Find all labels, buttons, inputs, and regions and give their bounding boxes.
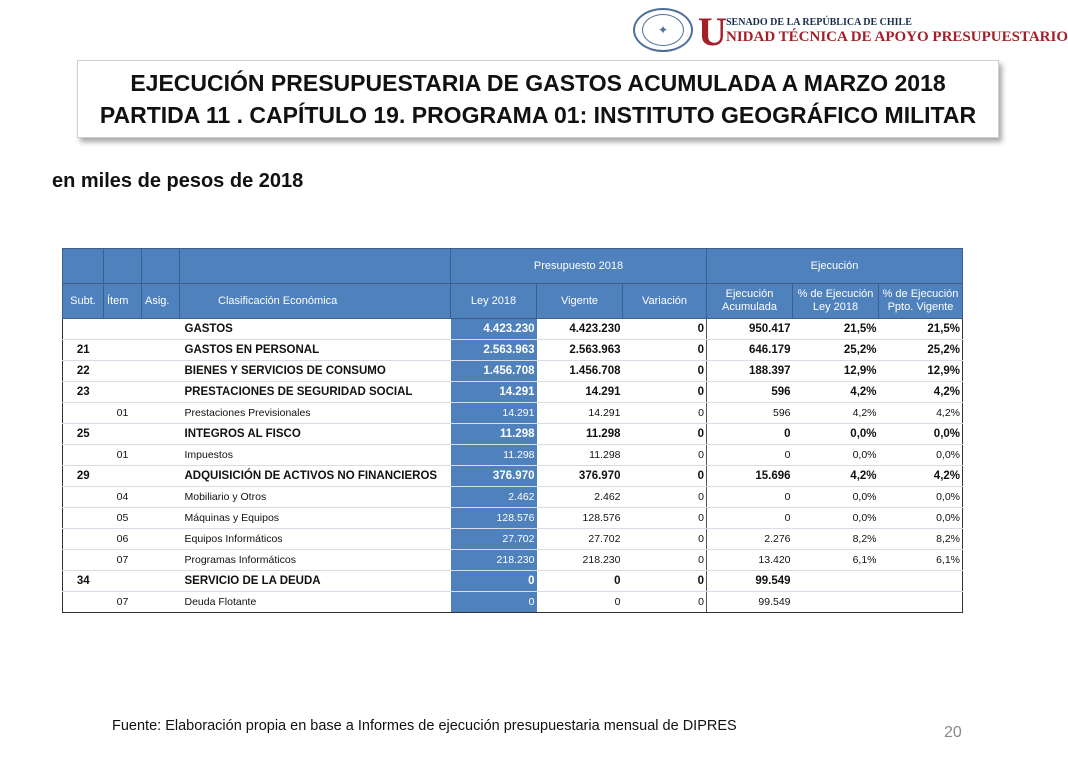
cell-subt: 23 bbox=[63, 382, 104, 403]
header-ley: Ley 2018 bbox=[451, 284, 537, 319]
budget-table-body bbox=[63, 319, 963, 613]
header-subt: Subt. bbox=[63, 284, 104, 319]
cell-item: 01 bbox=[104, 403, 142, 424]
cell-pct-ley: 0,0% bbox=[793, 508, 879, 529]
table-row bbox=[63, 508, 963, 529]
cell-subt: 29 bbox=[63, 466, 104, 487]
cell-ley: 11.298 bbox=[451, 445, 537, 466]
cell-ejecucion: 2.276 bbox=[707, 529, 793, 550]
cell-vigente: 11.298 bbox=[537, 445, 623, 466]
header-pct-ley-l1: % de Ejecución bbox=[797, 288, 874, 300]
cell-vigente: 218.230 bbox=[537, 550, 623, 571]
title-box bbox=[77, 60, 999, 138]
header-ejec-acum-l2: Acumulada bbox=[721, 301, 778, 313]
title-line-2: PARTIDA 11 . CAPÍTULO 19. PROGRAMA 01: INSTITUTO GEOGRÁFICO MILITAR bbox=[99, 102, 977, 128]
header-ejec-acum-l1: Ejecución bbox=[725, 288, 774, 300]
cell-variacion: 0 bbox=[623, 382, 707, 403]
cell-vigente: 128.576 bbox=[537, 508, 623, 529]
cell-vigente: 11.298 bbox=[537, 424, 623, 445]
cell-asig bbox=[142, 487, 180, 508]
cell-item: 06 bbox=[104, 529, 142, 550]
table-row bbox=[63, 529, 963, 550]
cell-clasif: Equipos Informáticos bbox=[180, 529, 451, 550]
cell-vigente: 2.563.963 bbox=[537, 340, 623, 361]
cell-ley: 14.291 bbox=[451, 382, 537, 403]
cell-subt: 25 bbox=[63, 424, 104, 445]
cell-pct-vigente: 25,2% bbox=[879, 340, 963, 361]
cell-asig bbox=[142, 508, 180, 529]
seal-star-icon: ✦ bbox=[642, 14, 684, 46]
cell-ley: 128.576 bbox=[451, 508, 537, 529]
cell-asig bbox=[142, 424, 180, 445]
cell-asig bbox=[142, 529, 180, 550]
table-row bbox=[63, 550, 963, 571]
header-ejec-acum bbox=[707, 284, 793, 319]
cell-ley: 27.702 bbox=[451, 529, 537, 550]
cell-pct-vigente: 4,2% bbox=[879, 466, 963, 487]
cell-ejecucion: 0 bbox=[707, 424, 793, 445]
subtitle: en miles de pesos de 2018 bbox=[52, 170, 304, 192]
cell-variacion: 0 bbox=[623, 592, 707, 613]
table-row bbox=[63, 571, 963, 592]
cell-clasif: Impuestos bbox=[180, 445, 451, 466]
table-row bbox=[63, 319, 963, 340]
cell-pct-ley: 12,9% bbox=[793, 361, 879, 382]
cell-subt bbox=[63, 529, 104, 550]
cell-pct-vigente: 0,0% bbox=[879, 424, 963, 445]
cell-pct-vigente: 6,1% bbox=[879, 550, 963, 571]
table-row bbox=[63, 382, 963, 403]
table-row bbox=[63, 424, 963, 445]
cell-ejecucion: 0 bbox=[707, 487, 793, 508]
cell-asig bbox=[142, 571, 180, 592]
cell-clasif: Mobiliario y Otros bbox=[180, 487, 451, 508]
cell-pct-vigente: 21,5% bbox=[879, 319, 963, 340]
cell-ley: 1.456.708 bbox=[451, 361, 537, 382]
cell-ley: 0 bbox=[451, 571, 537, 592]
header-asig: Asig. bbox=[142, 284, 180, 319]
header-item: Ítem bbox=[104, 284, 142, 319]
cell-item bbox=[104, 340, 142, 361]
table-row bbox=[63, 592, 963, 613]
cell-vigente: 27.702 bbox=[537, 529, 623, 550]
cell-ley: 0 bbox=[451, 592, 537, 613]
cell-ejecucion: 950.417 bbox=[707, 319, 793, 340]
cell-pct-vigente: 8,2% bbox=[879, 529, 963, 550]
cell-variacion: 0 bbox=[623, 508, 707, 529]
cell-subt bbox=[63, 487, 104, 508]
cell-ley: 11.298 bbox=[451, 424, 537, 445]
cell-variacion: 0 bbox=[623, 445, 707, 466]
cell-pct-vigente: 4,2% bbox=[879, 403, 963, 424]
header-clasif: Clasificación Económica bbox=[180, 284, 451, 319]
cell-item: 05 bbox=[104, 508, 142, 529]
cell-pct-ley: 8,2% bbox=[793, 529, 879, 550]
header-pct-vig-l1: % de Ejecución bbox=[882, 288, 959, 300]
header-presupuesto-group: Presupuesto 2018 bbox=[451, 249, 707, 284]
cell-asig bbox=[142, 403, 180, 424]
cell-clasif: Prestaciones Previsionales bbox=[180, 403, 451, 424]
cell-vigente: 14.291 bbox=[537, 403, 623, 424]
cell-clasif: Máquinas y Equipos bbox=[180, 508, 451, 529]
cell-clasif: BIENES Y SERVICIOS DE CONSUMO bbox=[180, 361, 451, 382]
cell-item bbox=[104, 424, 142, 445]
cell-asig bbox=[142, 340, 180, 361]
header-variacion: Variación bbox=[623, 284, 707, 319]
cell-subt bbox=[63, 508, 104, 529]
cell-variacion: 0 bbox=[623, 487, 707, 508]
cell-subt bbox=[63, 319, 104, 340]
cell-pct-vigente: 0,0% bbox=[879, 487, 963, 508]
cell-clasif: PRESTACIONES DE SEGURIDAD SOCIAL bbox=[180, 382, 451, 403]
cell-subt bbox=[63, 445, 104, 466]
cell-variacion: 0 bbox=[623, 424, 707, 445]
cell-item bbox=[104, 466, 142, 487]
cell-subt: 21 bbox=[63, 340, 104, 361]
cell-variacion: 0 bbox=[623, 340, 707, 361]
header-pct-ley bbox=[793, 284, 879, 319]
brand-line1: SENADO DE LA REPÚBLICA DE CHILE bbox=[726, 17, 912, 28]
cell-pct-ley: 21,5% bbox=[793, 319, 879, 340]
brand-line2: NIDAD TÉCNICA DE APOYO PRESUPUESTARIO bbox=[726, 29, 1068, 45]
table-row bbox=[63, 403, 963, 424]
cell-item bbox=[104, 319, 142, 340]
cell-clasif: Programas Informáticos bbox=[180, 550, 451, 571]
table-row bbox=[63, 487, 963, 508]
header-ejecucion-group: Ejecución bbox=[707, 249, 963, 284]
budget-table bbox=[62, 248, 963, 613]
title-line-1: EJECUCIÓN PRESUPUESTARIA DE GASTOS ACUMULADA A MARZO 2018 bbox=[130, 70, 946, 96]
cell-clasif: Deuda Flotante bbox=[180, 592, 451, 613]
cell-asig bbox=[142, 550, 180, 571]
cell-ejecucion: 99.549 bbox=[707, 571, 793, 592]
cell-ley: 2.563.963 bbox=[451, 340, 537, 361]
cell-pct-ley: 4,2% bbox=[793, 466, 879, 487]
cell-item: 07 bbox=[104, 592, 142, 613]
cell-vigente: 4.423.230 bbox=[537, 319, 623, 340]
cell-variacion: 0 bbox=[623, 571, 707, 592]
cell-clasif: GASTOS bbox=[180, 319, 451, 340]
cell-ley: 4.423.230 bbox=[451, 319, 537, 340]
cell-ejecucion: 15.696 bbox=[707, 466, 793, 487]
cell-item bbox=[104, 361, 142, 382]
cell-asig bbox=[142, 319, 180, 340]
brand-initial: U bbox=[698, 9, 727, 54]
table-row bbox=[63, 466, 963, 487]
source-note: Fuente: Elaboración propia en base a Informes de ejecución presupuestaria mensual de DIPRES bbox=[112, 718, 737, 734]
cell-ejecucion: 596 bbox=[707, 382, 793, 403]
cell-pct-ley: 0,0% bbox=[793, 487, 879, 508]
cell-pct-ley bbox=[793, 592, 879, 613]
cell-ejecucion: 0 bbox=[707, 445, 793, 466]
cell-ley: 218.230 bbox=[451, 550, 537, 571]
cell-vigente: 1.456.708 bbox=[537, 361, 623, 382]
cell-subt bbox=[63, 403, 104, 424]
header-blank-asig bbox=[142, 249, 180, 284]
cell-clasif: SERVICIO DE LA DEUDA bbox=[180, 571, 451, 592]
header-pct-vig-l2: Ppto. Vigente bbox=[887, 301, 954, 313]
table-row bbox=[63, 445, 963, 466]
cell-ejecucion: 188.397 bbox=[707, 361, 793, 382]
cell-variacion: 0 bbox=[623, 550, 707, 571]
header-pct-vig bbox=[879, 284, 963, 319]
cell-variacion: 0 bbox=[623, 466, 707, 487]
cell-vigente: 14.291 bbox=[537, 382, 623, 403]
header-blank-item bbox=[104, 249, 142, 284]
cell-ejecucion: 99.549 bbox=[707, 592, 793, 613]
header-pct-ley-l2: Ley 2018 bbox=[812, 301, 859, 313]
cell-ley: 376.970 bbox=[451, 466, 537, 487]
cell-item: 04 bbox=[104, 487, 142, 508]
cell-pct-vigente: 12,9% bbox=[879, 361, 963, 382]
cell-item: 01 bbox=[104, 445, 142, 466]
page-number: 20 bbox=[944, 724, 962, 741]
table-row bbox=[63, 340, 963, 361]
header-blank-subt bbox=[63, 249, 104, 284]
cell-ejecucion: 0 bbox=[707, 508, 793, 529]
cell-asig bbox=[142, 592, 180, 613]
cell-pct-vigente: 0,0% bbox=[879, 508, 963, 529]
cell-clasif: GASTOS EN PERSONAL bbox=[180, 340, 451, 361]
senado-seal-logo bbox=[633, 8, 693, 52]
cell-clasif: INTEGROS AL FISCO bbox=[180, 424, 451, 445]
cell-pct-ley bbox=[793, 571, 879, 592]
header-vigente: Vigente bbox=[537, 284, 623, 319]
cell-subt: 34 bbox=[63, 571, 104, 592]
cell-vigente: 0 bbox=[537, 571, 623, 592]
cell-vigente: 2.462 bbox=[537, 487, 623, 508]
cell-ejecucion: 596 bbox=[707, 403, 793, 424]
cell-asig bbox=[142, 361, 180, 382]
cell-asig bbox=[142, 445, 180, 466]
cell-pct-ley: 4,2% bbox=[793, 382, 879, 403]
cell-item bbox=[104, 571, 142, 592]
cell-pct-ley: 6,1% bbox=[793, 550, 879, 571]
cell-subt bbox=[63, 592, 104, 613]
cell-pct-vigente: 0,0% bbox=[879, 445, 963, 466]
cell-vigente: 0 bbox=[537, 592, 623, 613]
cell-pct-vigente bbox=[879, 592, 963, 613]
cell-pct-ley: 4,2% bbox=[793, 403, 879, 424]
cell-ejecucion: 646.179 bbox=[707, 340, 793, 361]
cell-item: 07 bbox=[104, 550, 142, 571]
cell-ley: 2.462 bbox=[451, 487, 537, 508]
cell-subt: 22 bbox=[63, 361, 104, 382]
cell-ejecucion: 13.420 bbox=[707, 550, 793, 571]
cell-variacion: 0 bbox=[623, 403, 707, 424]
cell-pct-ley: 0,0% bbox=[793, 445, 879, 466]
cell-pct-vigente: 4,2% bbox=[879, 382, 963, 403]
cell-pct-vigente bbox=[879, 571, 963, 592]
cell-item bbox=[104, 382, 142, 403]
table-row bbox=[63, 361, 963, 382]
header-blank-clasif bbox=[180, 249, 451, 284]
cell-variacion: 0 bbox=[623, 319, 707, 340]
cell-pct-ley: 0,0% bbox=[793, 424, 879, 445]
cell-pct-ley: 25,2% bbox=[793, 340, 879, 361]
cell-variacion: 0 bbox=[623, 361, 707, 382]
cell-clasif: ADQUISICIÓN DE ACTIVOS NO FINANCIEROS bbox=[180, 466, 451, 487]
cell-asig bbox=[142, 382, 180, 403]
cell-subt bbox=[63, 550, 104, 571]
cell-ley: 14.291 bbox=[451, 403, 537, 424]
cell-variacion: 0 bbox=[623, 529, 707, 550]
cell-asig bbox=[142, 466, 180, 487]
cell-vigente: 376.970 bbox=[537, 466, 623, 487]
